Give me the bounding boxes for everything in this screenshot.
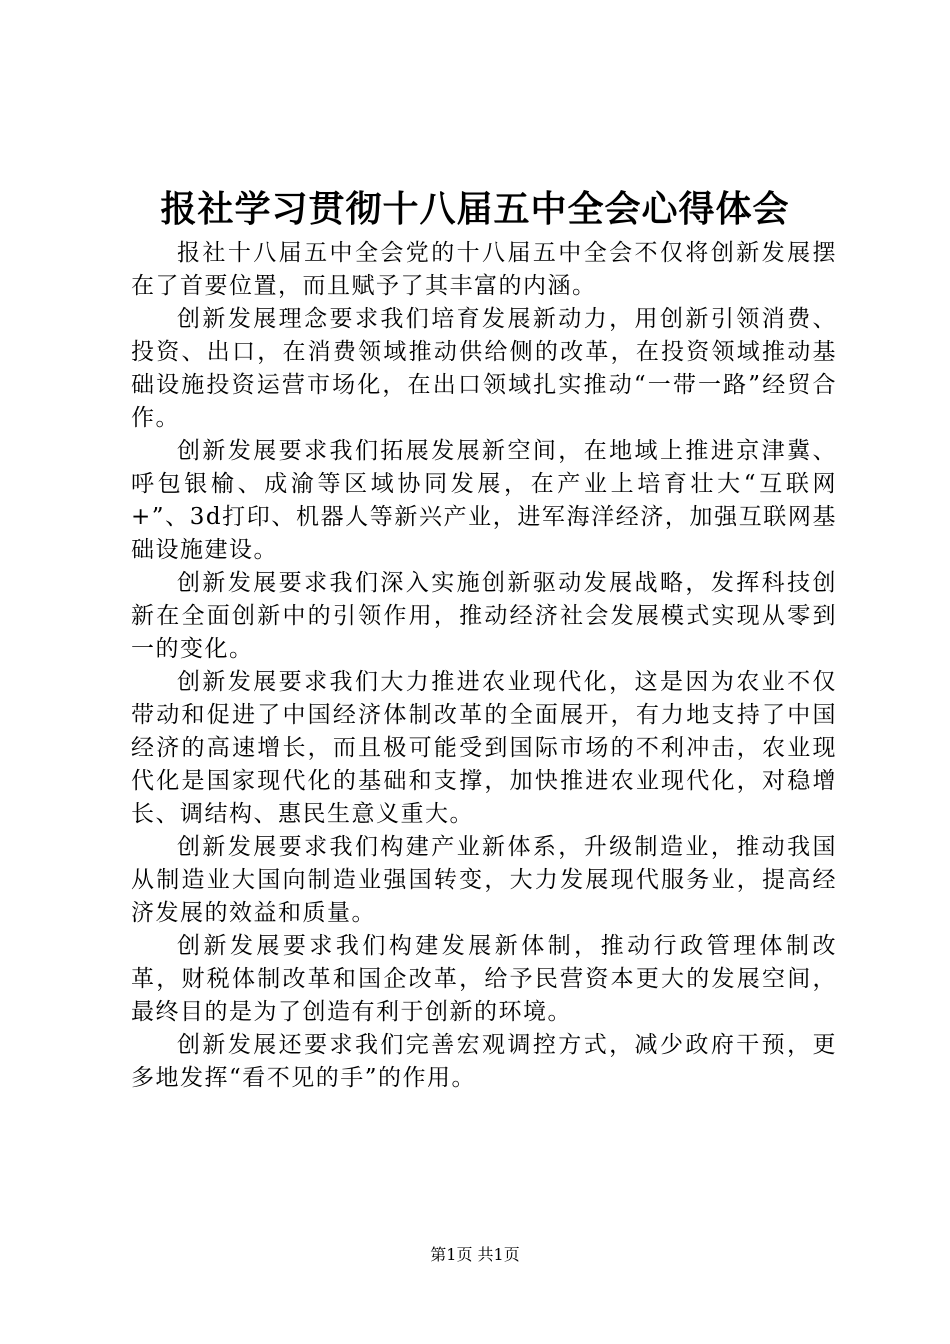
paragraph-3: 创新发展要求我们拓展发展新空间，在地域上推进京津冀、呼包银榆、成渝等区域协同发展，在产业上培育壮大“互联网+”、3d打印、机器人等新兴产业，进军海洋经济，加强互联网基础设施建设。 [131,438,837,563]
page-number-footer: 第1页 共1页 [430,1245,520,1264]
paragraph-5: 创新发展要求我们大力推进农业现代化，这是因为农业不仅带动和促进了中国经济体制改革的全面展开，有力地支持了中国经济的高速增长，而且极可能受到国际市场的不利冲击，农业现代化是国家现代化的基础和支撑，加快推进农业现代化，对稳增长、调结构、惠民生意义重大。 [131,669,837,827]
paragraph-7: 创新发展要求我们构建发展新体制，推动行政管理体制改革，财税体制改革和国企改革，给予民营资本更大的发展空间，最终目的是为了创造有利于创新的环境。 [131,933,837,1025]
document-title: 报社学习贯彻十八届五中全会心得体会 [160,188,790,230]
paragraph-6: 创新发展要求我们构建产业新体系，升级制造业，推动我国从制造业大国向制造业强国转变，大力发展现代服务业，提高经济发展的效益和质量。 [131,834,837,926]
paragraph-8: 创新发展还要求我们完善宏观调控方式，减少政府干预，更多地发挥“看不见的手”的作用。 [131,1032,837,1091]
document-body [131,237,837,1095]
paragraph-2: 创新发展理念要求我们培育发展新动力，用创新引领消费、投资、出口，在消费领域推动供给侧的改革，在投资领域推动基础设施投资运营市场化，在出口领域扎实推动“一带一路”经贸合作。 [131,306,837,431]
paragraph-1: 报社十八届五中全会党的十八届五中全会不仅将创新发展摆在了首要位置，而且赋予了其丰富的内涵。 [131,240,837,299]
paragraph-4: 创新发展要求我们深入实施创新驱动发展战略，发挥科技创新在全面创新中的引领作用，推动经济社会发展模式实现从零到一的变化。 [131,570,837,662]
